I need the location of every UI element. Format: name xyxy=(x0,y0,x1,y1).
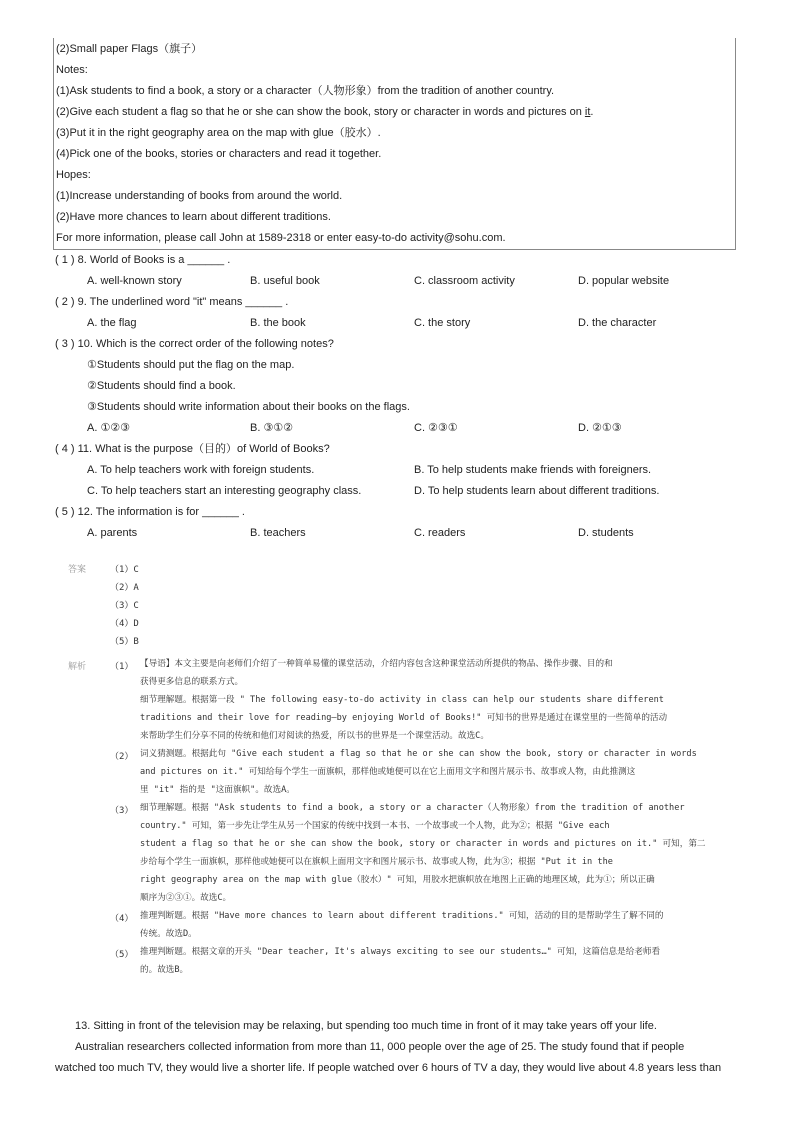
option-b: B. the book xyxy=(250,317,306,329)
notice-line: (3)Put it in the right geography area on the map with glue（胶水）. xyxy=(56,127,381,139)
explanation-line: 顺序为②③①。故选C。 xyxy=(140,893,232,903)
notice-line: (1)Ask students to find a book, a story or a character（人物形象）from the tradition of another country. xyxy=(56,85,555,97)
option-b: B. To help students make friends with foreigners. xyxy=(414,464,652,476)
option-c: C. readers xyxy=(414,527,466,539)
underlined-word: it xyxy=(584,106,591,118)
explanation-line: 步给每个学生一面旗帜，那样他或她便可以在旗帜上面用文字和图片展示书、故事或人物，此为③；根据 "Put it in the xyxy=(140,857,613,867)
option-d: D. students xyxy=(578,527,634,539)
explanation-number: （2） xyxy=(110,752,134,762)
option-d: D. ②①③ xyxy=(578,422,622,434)
explanation-number: （4） xyxy=(110,914,134,924)
answer-item: （3）C xyxy=(110,601,139,611)
answer-item: （4）D xyxy=(110,619,139,629)
note-item: ③Students should write information about their books on the flags. xyxy=(87,401,410,413)
explanation-line: 推理判断题。根据文章的开头 "Dear teacher, It's always exciting to see our students…" 可知，这篇信息是给老师看 xyxy=(140,947,661,957)
notice-line-underlined: (2)Give each student a flag so that he or she can show the book, story or character in words and pictures on it. xyxy=(56,106,594,118)
explanation-line: 细节理解题。根据第一段 " The following easy-to-do activity in class can help our students share different xyxy=(140,695,664,705)
option-c: C. the story xyxy=(414,317,471,329)
explanation-number: （1） xyxy=(110,662,134,672)
option-a: A. the flag xyxy=(87,317,137,329)
explanation-line: 细节理解题。根据 "Ask students to find a book, a story or a character（人物形象）from the tradition of another xyxy=(140,803,685,813)
answer-label: 答案 xyxy=(68,564,87,574)
option-b: B. teachers xyxy=(250,527,306,539)
answer-item: （2）A xyxy=(110,583,139,593)
note-item: ②Students should find a book. xyxy=(87,380,236,392)
answer-item: （1）C xyxy=(110,565,139,575)
explanation-number: （5） xyxy=(110,950,134,960)
notice-line: (2)Small paper Flags（旗子） xyxy=(56,43,203,55)
option-b: B. useful book xyxy=(250,275,320,287)
option-a: A. well-known story xyxy=(87,275,182,287)
explanation-line: 词义猜测题。根据此句 "Give each student a flag so that he or she can show the book, story or character in words xyxy=(140,749,697,759)
option-c: C. ②③① xyxy=(414,422,458,434)
option-b: B. ③①② xyxy=(250,422,294,434)
passage-line: Australian researchers collected information from more than 11, 000 people over the age of 25. The study found that if people xyxy=(75,1041,685,1053)
notice-line: Notes: xyxy=(56,64,88,76)
explanation-line: 里 "it" 指的是 "这面旗帜"。故选A。 xyxy=(140,785,295,795)
explanation-line: student a flag so that he or she can show the book, story or character in words and pictures on it." 可知，第二 xyxy=(140,839,706,849)
question-8: ( 1 ) 8. World of Books is a ______ . xyxy=(55,254,231,266)
explanation-line: 推理判断题。根据 "Have more chances to learn about different traditions." 可知，活动的目的是帮助学生了解不同的 xyxy=(140,911,664,921)
option-a: A. ①②③ xyxy=(87,422,131,434)
explanation-line: 的。故选B。 xyxy=(140,965,189,975)
question-10: ( 3 ) 10. Which is the correct order of the following notes? xyxy=(55,338,334,350)
explanation-line: right geography area on the map with glue（胶水）" 可知，用胶水把旗帜放在地图上正确的地理区域，此为①；所以正确 xyxy=(140,875,655,885)
explanation-line: traditions and their love for reading—by enjoying World of Books!" 可知书的世界是通过在课堂里的一些简单的活动 xyxy=(140,713,668,723)
notice-line: (1)Increase understanding of books from around the world. xyxy=(56,190,343,202)
question-11: ( 4 ) 11. What is the purpose（目的）of World of Books? xyxy=(55,443,330,455)
notice-box xyxy=(53,38,736,250)
explanation-line: 来帮助学生们分享不同的传统和他们对阅读的热爱，所以书的世界是一个课堂活动。故选C。 xyxy=(140,731,489,741)
option-d: D. popular website xyxy=(578,275,670,287)
option-a: A. To help teachers work with foreign students. xyxy=(87,464,315,476)
explanation-line: 【导语】本文主要是向老师们介绍了一种简单易懂的课堂活动，介绍内容包含这种课堂活动所提供的物品、操作步骤、目的和 xyxy=(140,659,613,669)
question-12: ( 5 ) 12. The information is for ______ . xyxy=(55,506,245,518)
question-9: ( 2 ) 9. The underlined word "it" means ______ . xyxy=(55,296,289,308)
option-c: C. classroom activity xyxy=(414,275,515,287)
explanation-number: （3） xyxy=(110,806,134,816)
explanation-line: and pictures on it." 可知给每个学生一面旗帜，那样他或她便可以在它上面用文字和图片展示书、故事或人物，由此推测这 xyxy=(140,767,636,777)
option-c: C. To help teachers start an interesting geography class. xyxy=(87,485,362,497)
answer-item: （5）B xyxy=(110,637,139,647)
note-item: ①Students should put the flag on the map. xyxy=(87,359,295,371)
notice-line: Hopes: xyxy=(56,169,91,181)
option-d: D. the character xyxy=(578,317,657,329)
option-d: D. To help students learn about different traditions. xyxy=(414,485,660,497)
notice-line: (4)Pick one of the books, stories or characters and read it together. xyxy=(56,148,382,160)
passage-line: 13. Sitting in front of the television may be relaxing, but spending too much time in front of it may take years off your life. xyxy=(75,1020,657,1032)
explanation-line: 获得更多信息的联系方式。 xyxy=(140,677,244,687)
explanation-line: country." 可知，第一步先让学生从另一个国家的传统中找到一本书、一个故事或一个人物，此为②；根据 "Give each xyxy=(140,821,610,831)
explanation-line: 传统。故选D。 xyxy=(140,929,197,939)
notice-line: (2)Have more chances to learn about different traditions. xyxy=(56,211,331,223)
passage-line: watched too much TV, they would live a shorter life. If people watched over 6 hours of TV a day, they would live about 4.8 years less than xyxy=(55,1062,722,1074)
explanation-label: 解析 xyxy=(68,661,87,671)
option-a: A. parents xyxy=(87,527,138,539)
notice-line: For more information, please call John at 1589-2318 or enter easy-to-do activity@sohu.com. xyxy=(56,232,506,244)
